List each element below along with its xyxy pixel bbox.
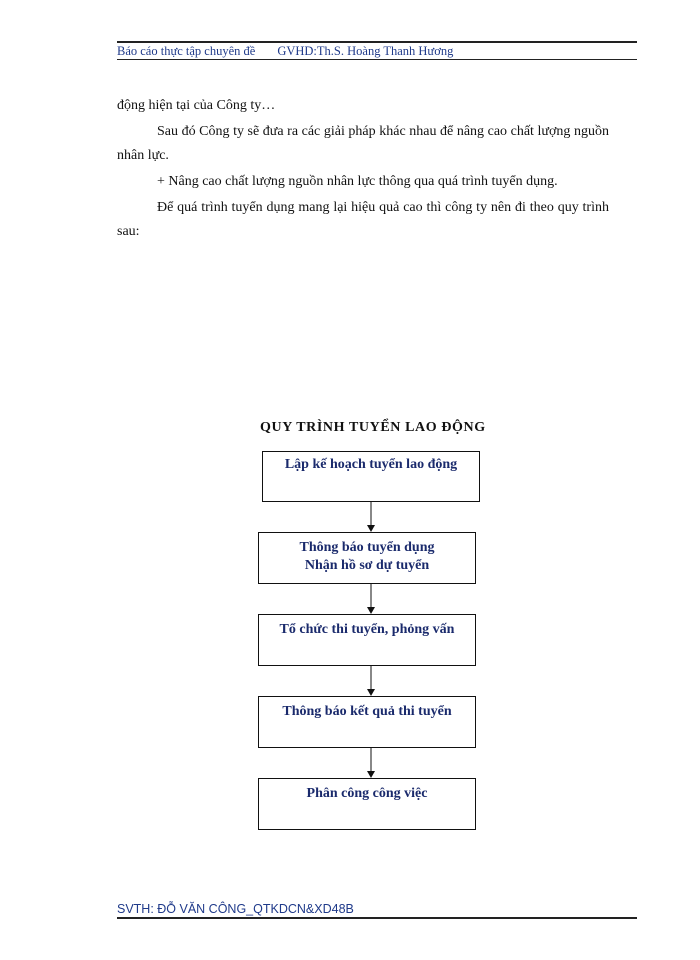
body-line-1: động hiện tại của Công ty… (117, 98, 276, 113)
advisor-name: GVHD:Th.S. Hoàng Thanh Hương (277, 44, 454, 58)
flowchart-title: QUY TRÌNH TUYỂN LAO ĐỘNG (260, 420, 486, 435)
body-paragraph-1: Sau đó Công ty sẽ đưa ra các giải pháp khác nhau để nâng cao chất lượng nguồn nhân lực. (117, 124, 609, 163)
flow-step-2-line-2: Nhận hồ sơ dự tuyển (304, 558, 430, 573)
report-title: Báo cáo thực tập chuyên đề (117, 44, 256, 58)
flow-step-1-label: Lập kế hoạch tuyển lao động (284, 457, 458, 472)
flow-step-4-label: Thông báo kết quả thi tuyển (282, 704, 452, 719)
flow-step-3-label: Tổ chức thi tuyển, phỏng vấn (279, 622, 455, 637)
body-paragraph-3: Để quá trình tuyển dụng mang lại hiệu quả cao thì công ty nên đi theo quy trình sau: (117, 200, 609, 239)
footer-rule (117, 917, 637, 919)
flow-step-2-line-1: Thông báo tuyển dụng (299, 540, 435, 555)
footer-student: SVTH: ĐỖ VĂN CÔNG_QTKDCN&XD48B (117, 902, 354, 916)
body-paragraph-2: + Nâng cao chất lượng nguồn nhân lực thông qua quá trình tuyển dụng. (157, 174, 558, 189)
flow-step-5-label: Phân công công việc (306, 786, 428, 801)
